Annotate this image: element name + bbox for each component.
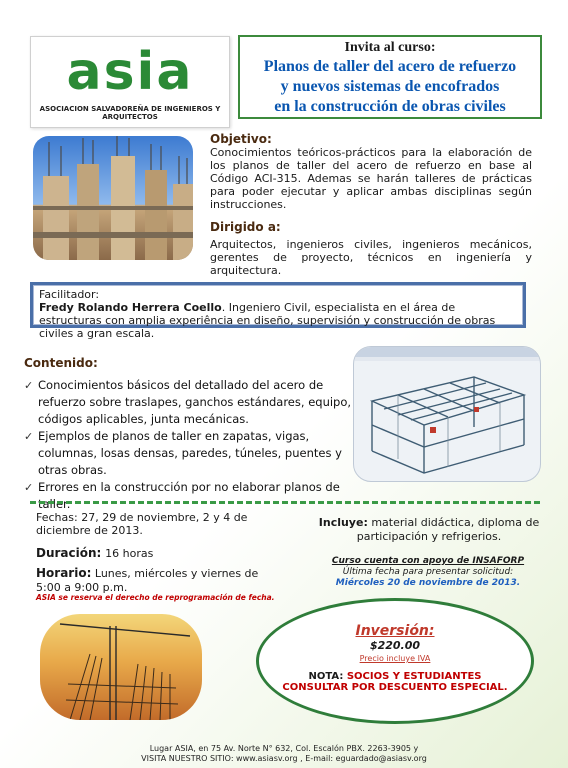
inversion-price: $220.00 xyxy=(369,639,421,652)
fechas-block xyxy=(36,511,286,537)
apoyo-line-2: Última fecha para presentar solicitud: xyxy=(342,567,514,577)
structure-model-image xyxy=(353,346,541,482)
logo-wordmark: asia xyxy=(66,42,194,102)
horario-block xyxy=(36,566,286,595)
objetivo-text: Conocimientos teóricos-prácticos para la elaboración de los planos de taller del acero de refuerzo en base al Código ACI-315. Ademas se harán talleres de prácticas para poder ejecutar y aplicar ambas disciplinas según instrucciones. xyxy=(210,146,532,211)
apoyo-date: Miércoles 20 de noviembre de 2013. xyxy=(335,578,521,588)
fechas-label: Fechas: xyxy=(36,511,78,524)
invite-label: Invita al curso: xyxy=(344,40,436,55)
inversion-oval xyxy=(256,598,534,724)
fechas-value: 27, 29 de noviembre, 2 y 4 de diciembre de 2013. xyxy=(36,511,248,537)
course-title-line-2: y nuevos sistemas de encofrados xyxy=(280,78,500,95)
incluye-label: Incluye: xyxy=(318,516,368,529)
contenido-heading: Contenido: xyxy=(24,356,98,370)
incluye-block xyxy=(318,516,540,544)
apoyo-block xyxy=(300,556,556,589)
duracion-label: Duración: xyxy=(36,546,102,560)
horario-label: Horario: xyxy=(36,566,92,580)
inversion-label: Inversión: xyxy=(355,623,435,639)
dirigido-text: Arquitectos, ingenieros civiles, ingenieros mecánicos, gerentes de proyecto, técnicos en ingeniería y arquitectura. xyxy=(210,238,532,277)
reserva-note: ASIA se reserva el derecho de reprogramación de fecha. xyxy=(36,593,275,602)
nota-block xyxy=(259,671,531,682)
logo-subtitle: ASOCIACION SALVADOREÑA DE INGENIEROS Y ARQUITECTOS xyxy=(39,105,221,121)
list-item: ✓ Conocimientos básicos del detallado del acero de refuerzo sobre traslapes, ganchos estándares, equipo, códigos aplicables, junta mecánicas. xyxy=(24,378,352,426)
facilitador-bio: . Ingeniero Civil, especialista en el área de estructuras con amplia experiência en diseño, supervisión y construcción de obras civiles a gran escala. xyxy=(39,301,496,340)
nota-line-1: SOCIOS Y ESTUDIANTES xyxy=(346,671,482,682)
facilitador-box xyxy=(30,282,526,340)
checkmark-icon: ✓ xyxy=(24,379,34,392)
footer-address: Lugar ASIA, en 75 Av. Norte N° 632, Col. Escalón PBX. 2263-3905 y xyxy=(149,744,419,753)
apoyo-line-1: Curso cuenta con apoyo de INSAFORP xyxy=(331,556,525,566)
footer xyxy=(0,744,568,764)
footer-contact: VISITA NUESTRO SITIO: www.asiasv.org , E-mail: eguardado@asiasv.org xyxy=(141,754,427,763)
facilitador-name: Fredy Rolando Herrera Coello xyxy=(39,301,222,314)
duracion-value: 16 horas xyxy=(105,547,154,560)
list-item: ✓ Ejemplos de planos de taller en zapatas, vigas, columnas, losas densas, paredes, túneles, puentes y otras obras. xyxy=(24,429,342,477)
objetivo-heading: Objetivo: xyxy=(210,132,272,146)
course-title-box xyxy=(238,35,542,119)
course-title-line-3: en la construcción de obras civiles xyxy=(274,98,506,115)
rebar-crane-photo xyxy=(40,614,202,720)
nota-label: NOTA: xyxy=(308,671,344,682)
dirigido-heading: Dirigido a: xyxy=(210,220,281,234)
section-divider xyxy=(30,501,540,504)
incluye-value: material didáctica, diploma de participación y refrigerios. xyxy=(356,516,540,543)
contenido-list xyxy=(24,377,354,513)
checkmark-icon: ✓ xyxy=(24,430,34,443)
horario-value: Lunes, miércoles y viernes de 5:00 a 9:00 p.m. xyxy=(36,567,259,594)
checkmark-icon: ✓ xyxy=(24,481,34,494)
inversion-note: Precio incluye IVA xyxy=(359,654,431,663)
duracion-block xyxy=(36,546,153,560)
course-title-line-1: Planos de taller del acero de refuerzo xyxy=(263,58,517,75)
list-item: ✓ Errores en la construcción por no elaborar planos de taller. xyxy=(24,480,340,511)
asia-logo xyxy=(30,36,230,128)
construction-photo xyxy=(33,136,193,260)
facilitador-label: Facilitador: xyxy=(39,288,100,301)
facilitador-description xyxy=(39,301,517,340)
nota-line-2: CONSULTAR POR DESCUENTO ESPECIAL. xyxy=(282,682,508,693)
